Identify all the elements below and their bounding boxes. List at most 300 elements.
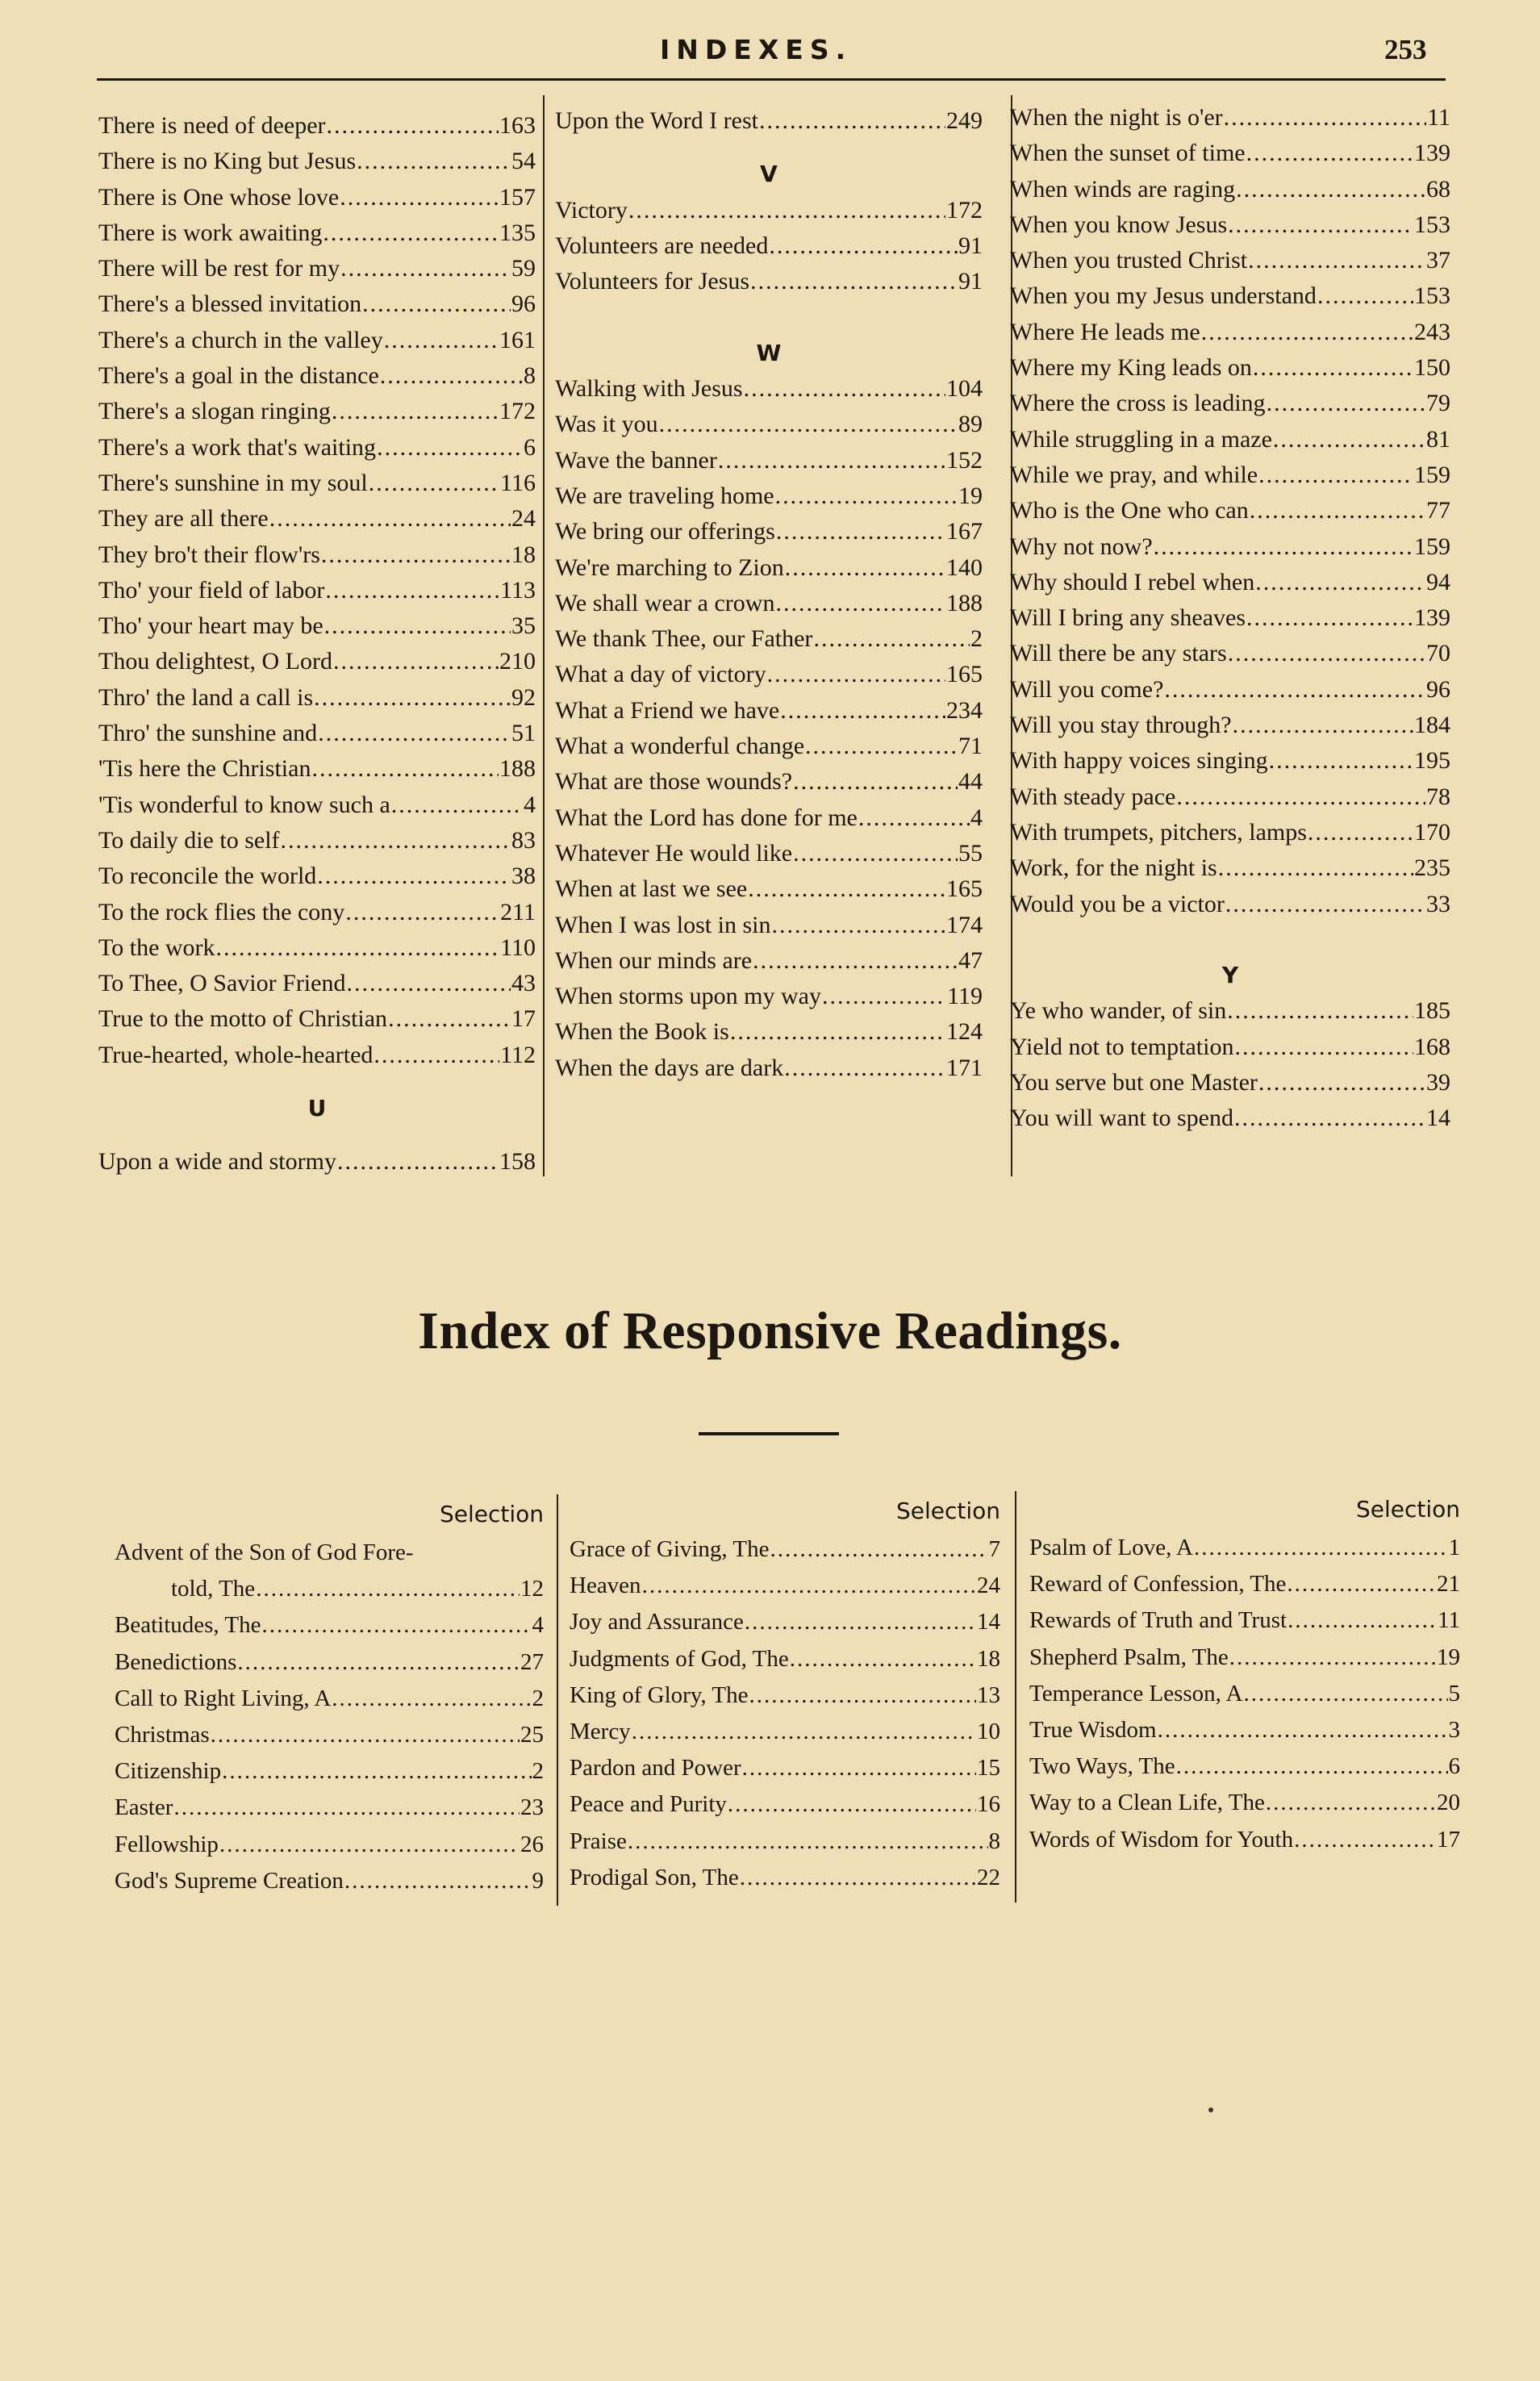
dot-leader — [1233, 708, 1413, 743]
index-entry — [98, 501, 536, 537]
dot-leader — [216, 930, 500, 966]
dot-leader — [237, 1644, 520, 1681]
entry-title: Where the cross is leading — [1010, 390, 1266, 417]
dot-leader — [793, 764, 958, 800]
entry-title: 'Tis wonderful to know such a — [98, 791, 390, 818]
entry-title: What a wonderful change — [555, 733, 805, 760]
dot-leader — [384, 323, 499, 358]
entry-title: What the Lord has done for me — [555, 804, 858, 831]
entry-number: 24 — [511, 505, 536, 533]
dot-leader — [769, 228, 958, 264]
index-entry — [115, 1717, 544, 1753]
entry-title: When you my Jesus understand — [1010, 282, 1317, 310]
entry-title: Yield not to temptation — [1010, 1033, 1234, 1060]
entry-title: Why not now? — [1010, 533, 1153, 560]
entry-title: King of Glory, The — [570, 1681, 749, 1708]
entry-title: 'Tis here the Christian — [98, 755, 311, 783]
entry-number: 21 — [1437, 1571, 1460, 1598]
index-entry — [98, 858, 536, 894]
index-entry — [555, 764, 983, 800]
dot-leader — [813, 621, 970, 657]
dot-leader — [380, 358, 523, 394]
entry-number: 168 — [1414, 1033, 1450, 1060]
entry-title: Reward of Confession, The — [1029, 1571, 1287, 1598]
spacer — [1010, 922, 1450, 958]
entry-number: 25 — [520, 1721, 544, 1748]
entry-title: There will be rest for my — [98, 255, 340, 282]
entry-title: Prodigal Son, The — [570, 1864, 739, 1890]
entry-title: Tho' your field of labor — [98, 576, 325, 604]
index-entry — [555, 514, 983, 549]
entry-title: When winds are raging — [1010, 175, 1236, 203]
entry-title: We shall wear a crown — [555, 589, 775, 616]
entry-title: Volunteers are needed — [555, 232, 769, 259]
entry-title: We're marching to Zion — [555, 553, 784, 581]
entry-number: 152 — [946, 446, 983, 474]
dot-leader — [388, 1001, 511, 1037]
index-entry — [1029, 1822, 1460, 1858]
index-entry — [1010, 1065, 1450, 1101]
dot-leader — [1176, 779, 1425, 815]
entry-number: 153 — [1414, 282, 1450, 310]
entry-title: They bro't their flow'rs — [98, 541, 320, 568]
dot-leader — [750, 264, 958, 299]
dot-leader — [1258, 1065, 1425, 1101]
entry-number: 26 — [520, 1831, 544, 1857]
index-entry — [555, 621, 983, 657]
dot-leader — [1294, 1822, 1436, 1858]
entry-number: 112 — [500, 1041, 536, 1068]
dot-leader — [1250, 493, 1425, 528]
index-entry-continuation — [115, 1571, 544, 1607]
spacer — [555, 299, 983, 335]
dot-leader — [748, 871, 945, 907]
entry-number: 188 — [946, 589, 983, 616]
entry-number: 139 — [1414, 140, 1450, 167]
entry-number: 8 — [524, 362, 536, 390]
entry-title: Thro' the land a call is — [98, 683, 314, 711]
dot-leader — [659, 407, 958, 442]
entry-title: There is work awaiting — [98, 219, 323, 246]
dot-leader — [770, 1531, 988, 1568]
entry-title: When the sunset of time — [1010, 140, 1246, 167]
entry-title: When you trusted Christ — [1010, 247, 1248, 274]
index-entry — [1010, 100, 1450, 136]
entry-title: True Wisdom — [1029, 1716, 1157, 1743]
dot-leader — [1176, 1748, 1448, 1785]
dot-leader — [771, 908, 945, 943]
index-entry — [555, 103, 983, 139]
index-entry — [1010, 993, 1450, 1029]
dot-leader — [317, 858, 511, 894]
entry-number: 2 — [532, 1685, 544, 1711]
dot-leader — [1228, 636, 1425, 671]
entry-number: 135 — [499, 219, 536, 246]
dot-leader — [1234, 1030, 1413, 1065]
entry-number: 15 — [977, 1755, 1000, 1782]
index-entry — [98, 680, 536, 716]
title-rule — [699, 1432, 839, 1435]
index-entry — [115, 1863, 544, 1899]
dot-leader — [173, 1790, 520, 1826]
entry-title: Will you stay through? — [1010, 712, 1232, 739]
column-divider — [557, 1494, 558, 1906]
entry-title: Easter — [115, 1794, 173, 1821]
entry-number: 96 — [511, 290, 536, 318]
entry-number: 153 — [1414, 211, 1450, 238]
index-entry — [1010, 600, 1450, 636]
entry-number: 165 — [946, 661, 983, 688]
dot-leader — [346, 966, 511, 1001]
dot-leader — [281, 823, 511, 858]
entry-number: 210 — [499, 648, 536, 675]
index-entry — [1010, 708, 1450, 743]
dot-leader — [1287, 1566, 1436, 1602]
entry-number: 234 — [946, 696, 983, 724]
entry-title: Praise — [570, 1828, 627, 1854]
entry-title: Upon the Word I rest — [555, 107, 758, 134]
entry-number: 243 — [1414, 318, 1450, 345]
entry-title: Upon a wide and stormy — [98, 1148, 336, 1176]
entry-title: Temperance Lesson, A — [1029, 1680, 1243, 1706]
dot-leader — [753, 943, 958, 979]
section-letter: U — [307, 1095, 327, 1122]
index-entry — [1010, 887, 1450, 922]
entry-number: 1 — [1448, 1535, 1460, 1560]
dot-leader — [1227, 993, 1413, 1029]
index-entry — [1010, 243, 1450, 278]
dot-leader — [327, 108, 499, 144]
index-entry — [555, 228, 983, 264]
entry-number: 37 — [1426, 247, 1450, 274]
index-entry — [98, 608, 536, 644]
index-entry — [1010, 850, 1450, 886]
entry-title: Walking with Jesus — [555, 375, 743, 403]
entry-number: 6 — [524, 433, 536, 461]
index-entry — [555, 979, 983, 1014]
entry-title: There is need of deeper — [98, 112, 326, 139]
responsive-column-3 — [1029, 1489, 1460, 1858]
dot-leader — [1248, 243, 1425, 278]
entry-number: 79 — [1426, 390, 1450, 417]
dot-leader — [742, 1750, 976, 1786]
entry-title: Rewards of Truth and Trust — [1029, 1607, 1288, 1634]
index-entry — [1010, 1101, 1450, 1136]
entry-title: Call to Right Living, A — [115, 1685, 332, 1711]
entry-title: What a day of victory — [555, 661, 766, 688]
entry-number: 12 — [520, 1576, 544, 1602]
entry-number: 43 — [511, 970, 536, 997]
index-entry — [1010, 350, 1450, 386]
entry-title: Benedictions — [115, 1648, 237, 1675]
entry-title: While we pray, and while — [1010, 461, 1258, 488]
entry-number: 161 — [499, 326, 536, 353]
spacer — [98, 1073, 536, 1091]
index-entry — [555, 729, 983, 764]
dot-leader — [1234, 1101, 1425, 1136]
dot-leader — [1229, 1640, 1436, 1676]
index-entry — [570, 1677, 1000, 1714]
entry-title: We thank Thee, our Father — [555, 625, 813, 653]
responsive-column-2 — [570, 1491, 1000, 1896]
index-entry — [98, 966, 536, 1001]
entry-title: To the rock flies the cony — [98, 898, 345, 925]
entry-title: We are traveling home — [555, 482, 774, 509]
entry-number: 94 — [1426, 568, 1450, 595]
entry-number: 51 — [511, 720, 536, 747]
dot-leader — [261, 1607, 531, 1644]
dot-leader — [340, 251, 511, 286]
entry-title: Thou delightest, O Lord — [98, 648, 332, 675]
index-entry-first-line — [115, 1535, 544, 1571]
dot-leader — [332, 394, 499, 429]
index-entry — [555, 657, 983, 692]
entry-number: 4 — [532, 1612, 544, 1639]
entry-number: 113 — [500, 576, 536, 604]
entry-title: There's a slogan ringing — [98, 398, 331, 425]
entry-number: 14 — [977, 1609, 1000, 1635]
index-entry — [1010, 207, 1450, 243]
index-entry — [555, 693, 983, 729]
index-entry — [98, 144, 536, 179]
dot-leader — [345, 895, 499, 930]
entry-title: We bring our offerings — [555, 518, 775, 545]
dot-leader — [391, 787, 523, 823]
dot-leader — [628, 1823, 988, 1860]
index-entry — [1029, 1530, 1460, 1566]
entry-title: Was it you — [555, 411, 658, 438]
entry-number: 3 — [1448, 1716, 1460, 1743]
dot-leader — [1225, 887, 1425, 922]
entry-title: When you know Jesus — [1010, 211, 1228, 238]
index-entry — [1029, 1712, 1460, 1748]
entry-number: 188 — [499, 755, 536, 783]
entry-number: 184 — [1414, 712, 1450, 739]
index-entry — [570, 1714, 1000, 1750]
dot-leader — [362, 286, 511, 322]
entry-title: Judgments of God, The — [570, 1645, 789, 1672]
dot-leader — [1266, 1785, 1436, 1821]
entry-number: 159 — [1414, 461, 1450, 488]
index-entry — [555, 443, 983, 478]
entry-number: 150 — [1414, 354, 1450, 382]
entry-number: 16 — [977, 1791, 1000, 1818]
responsive-column-1 — [115, 1494, 544, 1899]
entry-title: There is no King but Jesus — [98, 148, 357, 175]
dot-leader — [1244, 1676, 1448, 1712]
dot-leader — [324, 608, 511, 644]
index-entry — [98, 323, 536, 358]
index-entry — [98, 108, 536, 144]
spacer — [98, 1126, 536, 1144]
index-entry — [98, 1144, 536, 1180]
entry-title: When storms upon my way — [555, 983, 821, 1010]
dot-leader — [775, 586, 945, 621]
entry-title: Heaven — [570, 1573, 641, 1599]
entry-number: 170 — [1414, 818, 1450, 846]
entry-title: True to the motto of Christian — [98, 1005, 388, 1033]
entry-number: 91 — [958, 232, 983, 259]
entry-number: 27 — [520, 1648, 544, 1675]
index-entry — [1029, 1640, 1460, 1676]
dot-leader — [1194, 1530, 1448, 1566]
index-entry — [555, 908, 983, 943]
dot-leader — [1164, 672, 1425, 708]
entry-number: 54 — [511, 148, 536, 175]
entry-number: 235 — [1414, 854, 1450, 882]
dot-leader — [374, 1038, 499, 1073]
dot-leader — [728, 1786, 976, 1823]
entry-number: 17 — [511, 1005, 536, 1033]
dot-leader — [1158, 1712, 1448, 1748]
entry-number: 124 — [946, 1018, 983, 1046]
entry-title: They are all there — [98, 505, 269, 533]
entry-number: 2 — [532, 1758, 544, 1785]
index-entry — [98, 286, 536, 322]
index-entry — [555, 478, 983, 514]
dot-leader — [256, 1571, 520, 1607]
entry-title: While struggling in a maze — [1010, 425, 1272, 453]
index-entry — [98, 251, 536, 286]
entry-title: To the work — [98, 934, 215, 961]
entry-number: 163 — [499, 112, 536, 139]
index-entry — [98, 895, 536, 930]
dot-leader — [321, 537, 511, 573]
entry-title: With steady pace — [1010, 783, 1176, 810]
index-entry — [98, 358, 536, 394]
dot-leader — [222, 1753, 531, 1790]
entry-number: 38 — [511, 863, 536, 890]
dot-leader — [269, 501, 511, 537]
entry-number: 2 — [970, 625, 983, 653]
entry-title: What are those wounds? — [555, 768, 793, 796]
index-entry — [1010, 815, 1450, 850]
entry-title: Way to a Clean Life, The — [1029, 1790, 1265, 1816]
entry-number: 91 — [958, 268, 983, 295]
entry-number: 5 — [1448, 1680, 1460, 1706]
entry-number: 140 — [946, 553, 983, 581]
index-entry — [1029, 1676, 1460, 1712]
index-entry — [98, 537, 536, 573]
entry-number: 167 — [946, 518, 983, 545]
entry-number: 22 — [977, 1864, 1000, 1890]
entry-number: 159 — [1414, 533, 1450, 560]
index-entry — [1010, 136, 1450, 171]
dot-leader — [377, 430, 523, 466]
entry-title: To daily die to self — [98, 826, 280, 854]
entry-number: 70 — [1426, 640, 1450, 667]
selection-column-heading: Selection — [1355, 1496, 1460, 1523]
index-entry — [1010, 278, 1450, 314]
dot-leader — [1201, 315, 1413, 350]
entry-title: When at last we see — [555, 875, 748, 903]
entry-title: Pardon and Power — [570, 1755, 741, 1782]
entry-title: Words of Wisdom for Youth — [1029, 1826, 1294, 1853]
entry-number: 158 — [499, 1148, 536, 1176]
entry-number: 33 — [1426, 890, 1450, 917]
entry-title: Mercy — [570, 1718, 631, 1744]
dot-leader — [718, 443, 945, 478]
index-entry — [115, 1607, 544, 1644]
index-entry — [98, 180, 536, 215]
index-entry — [98, 930, 536, 966]
entry-number: 78 — [1426, 783, 1450, 810]
entry-number: 39 — [1426, 1069, 1450, 1097]
entry-title: With happy voices singing — [1010, 747, 1268, 775]
entry-title: Volunteers for Jesus — [555, 268, 750, 295]
entry-title: Advent of the Son of God Fore- — [115, 1539, 414, 1565]
entry-number: 9 — [532, 1867, 544, 1894]
dot-leader — [1308, 815, 1413, 850]
index-entry — [1010, 779, 1450, 815]
dot-leader — [749, 1677, 977, 1714]
entry-title: Beatitudes, The — [115, 1612, 261, 1639]
entry-number: 59 — [511, 255, 536, 282]
entry-title: Who is the One who can — [1010, 497, 1249, 524]
index-entry — [98, 466, 536, 501]
entry-number: 171 — [946, 1054, 983, 1081]
header-rule — [97, 78, 1446, 81]
dot-leader — [333, 644, 499, 679]
entry-title: Would you be a victor — [1010, 890, 1225, 917]
entry-title: When the night is o'er — [1010, 104, 1223, 131]
index-entry — [555, 943, 983, 979]
section-letter: Y — [1221, 962, 1239, 989]
dot-leader — [1255, 565, 1425, 600]
index-entry — [555, 407, 983, 442]
index-entry — [115, 1644, 544, 1681]
index-entry — [98, 573, 536, 608]
index-entry — [98, 430, 536, 466]
entry-title: You will want to spend — [1010, 1105, 1233, 1132]
section-letter: W — [756, 339, 782, 366]
index-entry — [98, 394, 536, 429]
column-divider — [543, 95, 545, 1176]
index-entry — [555, 264, 983, 299]
entry-title: When I was lost in sin — [555, 911, 771, 938]
index-entry — [1029, 1602, 1460, 1639]
entry-number: 77 — [1426, 497, 1450, 524]
index-entry — [98, 716, 536, 751]
index-entry — [1010, 493, 1450, 528]
index-entry — [570, 1786, 1000, 1823]
dot-leader — [314, 680, 511, 716]
index-entry — [555, 1051, 983, 1086]
index-entry — [1029, 1748, 1460, 1785]
dot-leader — [745, 1604, 976, 1640]
index-entry — [98, 787, 536, 823]
entry-number: 116 — [500, 469, 536, 496]
index-entry — [98, 1038, 536, 1073]
entry-number: 7 — [988, 1536, 1000, 1562]
entry-title: Peace and Purity — [570, 1791, 727, 1818]
dot-leader — [767, 657, 945, 692]
entry-number: 4 — [970, 804, 983, 831]
entry-title: God's Supreme Creation — [115, 1867, 344, 1894]
entry-title: Fellowship — [115, 1831, 219, 1857]
entry-title: Whatever He would like — [555, 839, 793, 867]
entry-title: When our minds are — [555, 946, 753, 974]
entry-title: Shepherd Psalm, The — [1029, 1644, 1229, 1670]
entry-number: 19 — [958, 482, 983, 509]
index-entry — [1010, 1030, 1450, 1065]
dot-leader — [858, 800, 970, 836]
index-entry — [1010, 422, 1450, 457]
entry-number: 6 — [1448, 1753, 1460, 1780]
index-entry — [1010, 386, 1450, 421]
entry-number: 249 — [946, 107, 983, 134]
entry-title: Citizenship — [115, 1758, 222, 1785]
